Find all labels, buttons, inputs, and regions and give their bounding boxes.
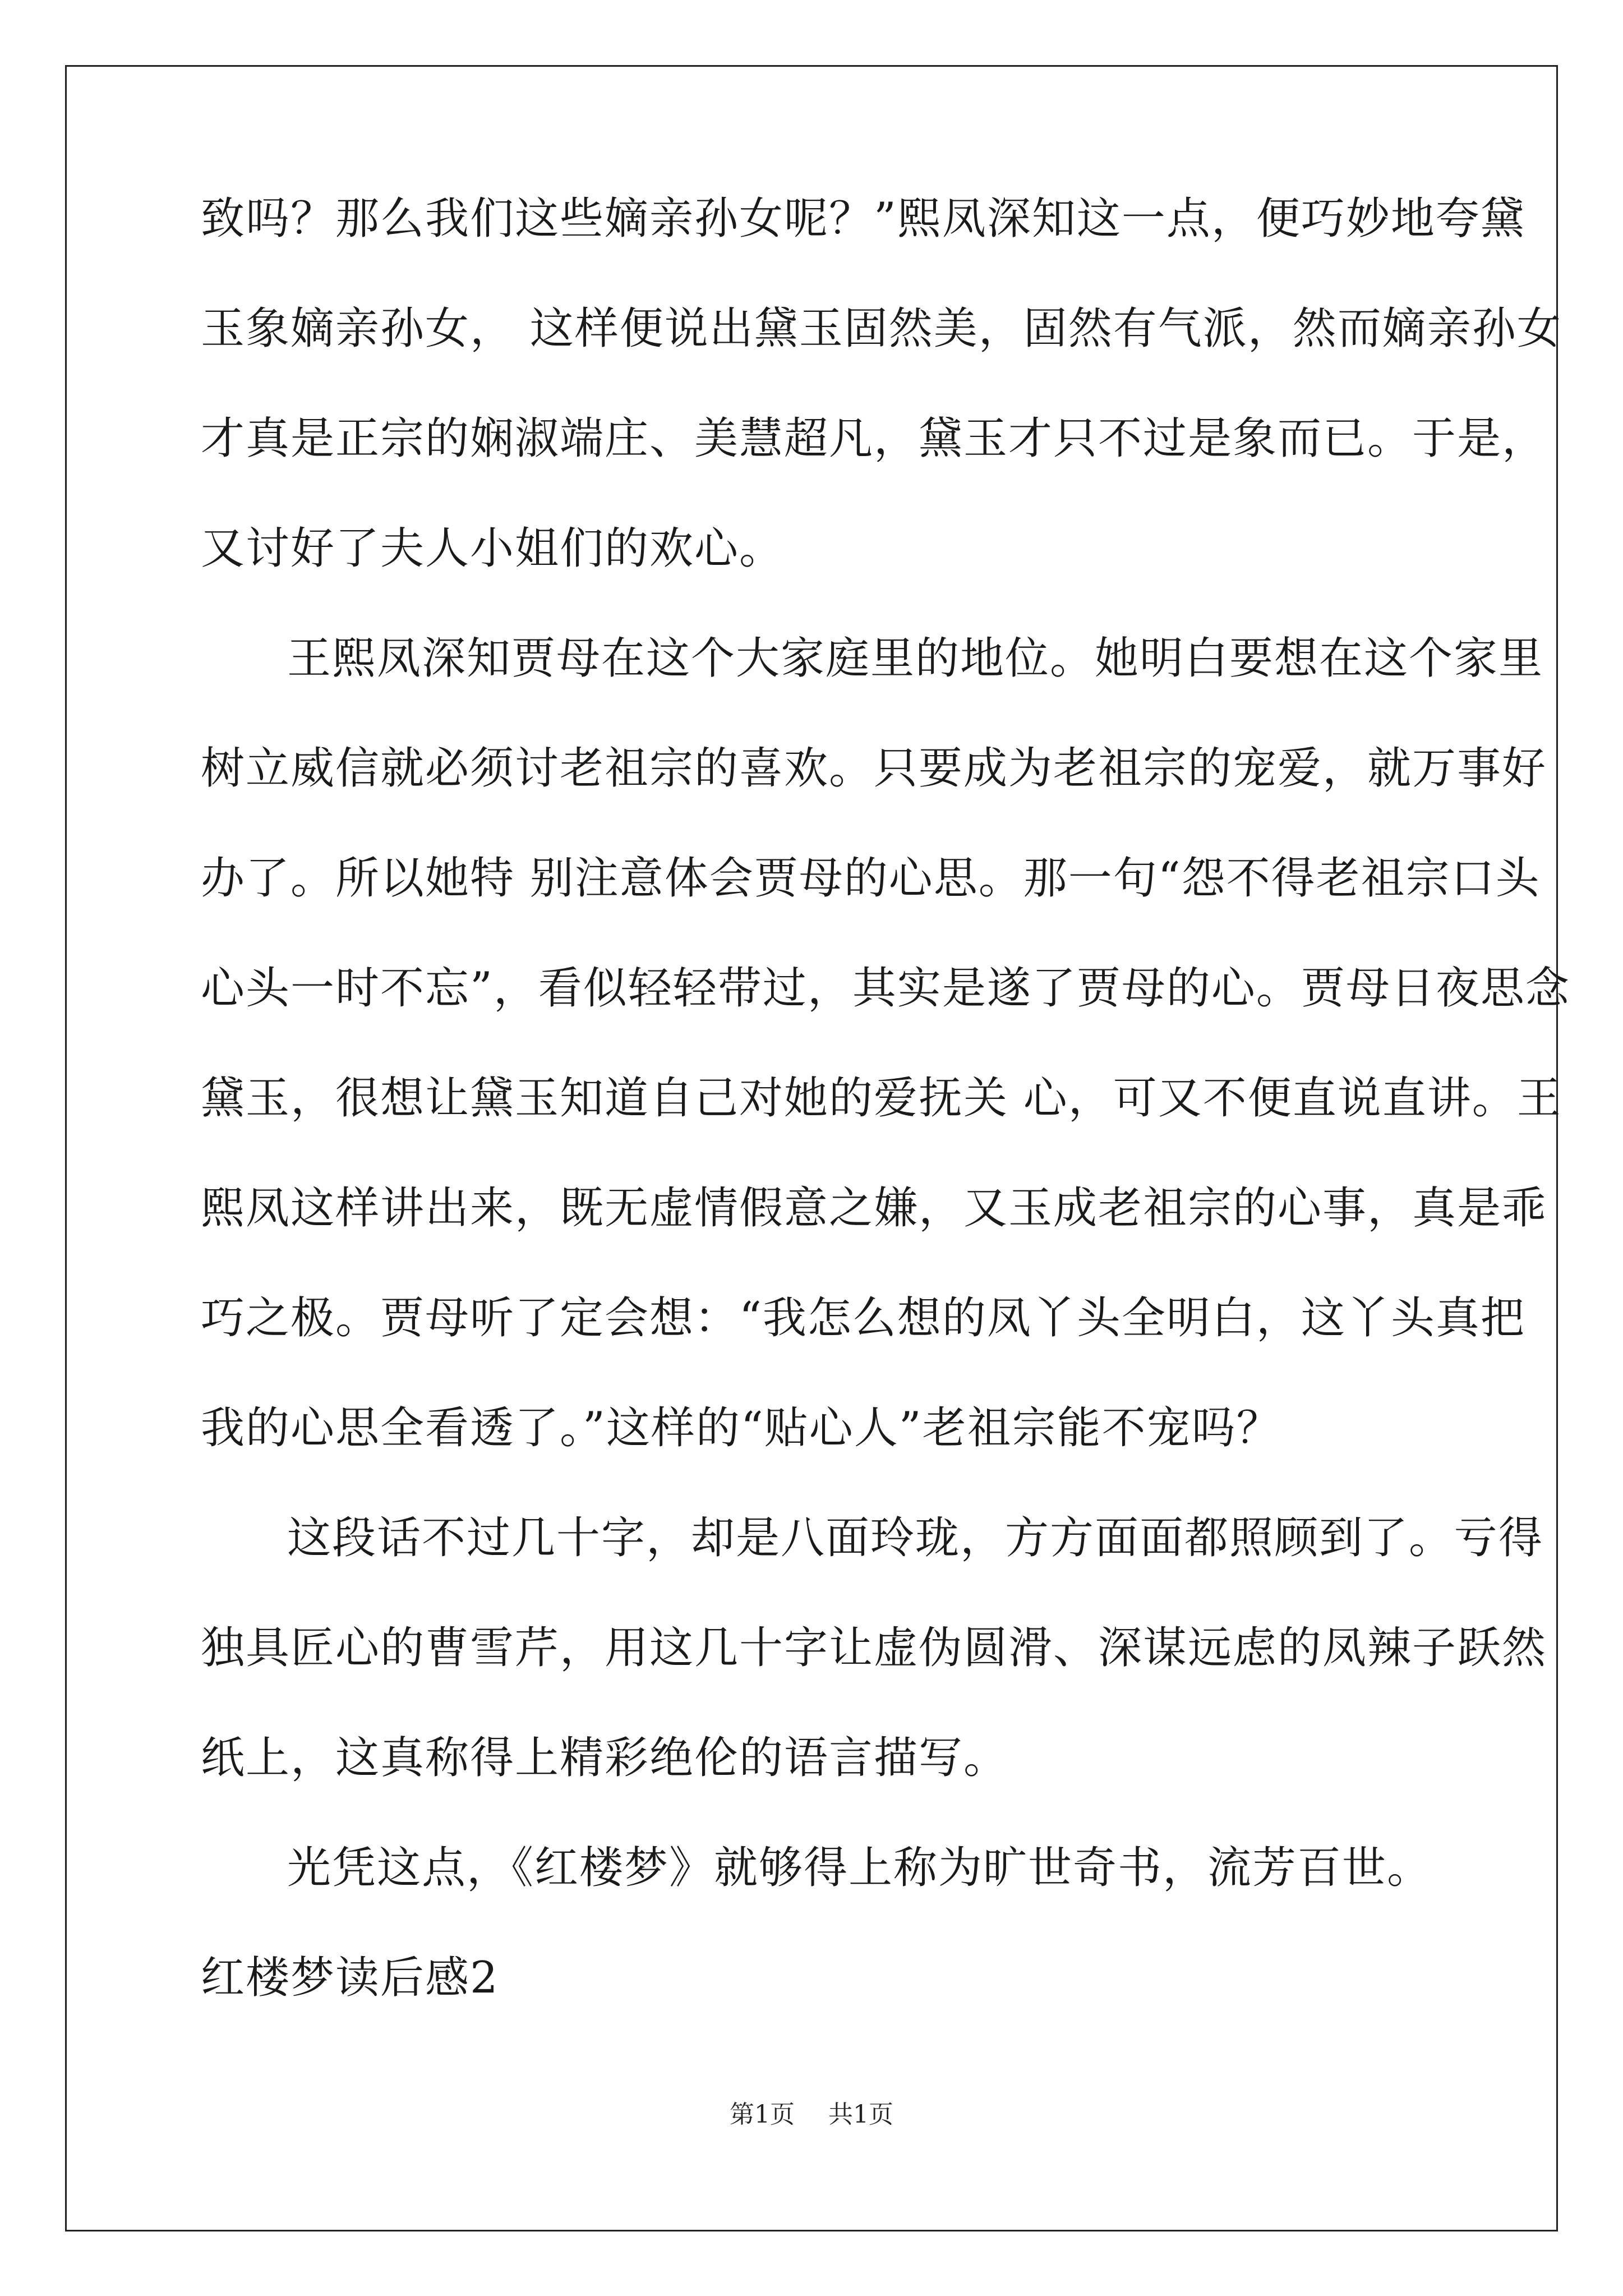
- text-line: 办了。所以她特 别注意体会贾母的心思。那一句“怨不得老祖宗口头: [201, 853, 1541, 904]
- text-line: 纸上，这真称得上精彩绝伦的语言描写。: [201, 1733, 1009, 1783]
- text-line: 独具匠心的曹雪芹，用这几十字让虚伪圆滑、深谋远虑的凤辣子跃然: [201, 1623, 1547, 1673]
- section-heading: 红楼梦读后感2: [201, 1953, 499, 2003]
- text-line: 这段话不过几十字，却是八面玲珑，方方面面都照顾到了。亏得: [287, 1513, 1544, 1563]
- text-line: 光凭这点，《红楼梦》就够得上称为旷世奇书，流芳百世。: [287, 1843, 1432, 1893]
- page-total: 共1页: [828, 2100, 893, 2129]
- page-footer: [0, 2098, 1623, 2132]
- text-line: 树立威信就必须讨老祖宗的喜欢。只要成为老祖宗的宠爱，就万事好: [201, 743, 1547, 794]
- text-line: 又讨好了夫人小姐们的欢心。: [201, 523, 785, 574]
- text-line: 致吗？那么我们这些嫡亲孙女呢？”熙凤深知这一点，便巧妙地夸黛: [201, 194, 1525, 244]
- text-line: 玉象嫡亲孙女， 这样便说出黛玉固然美，固然有气派，然而嫡亲孙女: [201, 303, 1562, 354]
- text-line: 黛玉，很想让黛玉知道自己对她的爱抚关 心，可又不便直说直讲。王: [201, 1073, 1562, 1124]
- text-line: 我的心思全看透了。”这样的“贴心人”老祖宗能不宠吗？: [201, 1403, 1281, 1453]
- text-line: 心头一时不忘”，看似轻轻带过，其实是遂了贾母的心。贾母日夜思念: [201, 963, 1570, 1014]
- page-border: [65, 65, 1558, 2231]
- page-number: 第1页: [730, 2100, 795, 2129]
- text-line: 巧之极。贾母听了定会想：“我怎么想的凤丫头全明白，这丫头真把: [201, 1293, 1525, 1343]
- text-line: 才真是正宗的娴淑端庄、美慧超凡，黛玉才只不过是象而已。于是，: [201, 413, 1547, 464]
- text-line: 王熙凤深知贾母在这个大家庭里的地位。她明白要想在这个家里: [287, 633, 1544, 684]
- text-line: 熙凤这样讲出来，既无虚情假意之嫌，又玉成老祖宗的心事，真是乖: [201, 1183, 1547, 1234]
